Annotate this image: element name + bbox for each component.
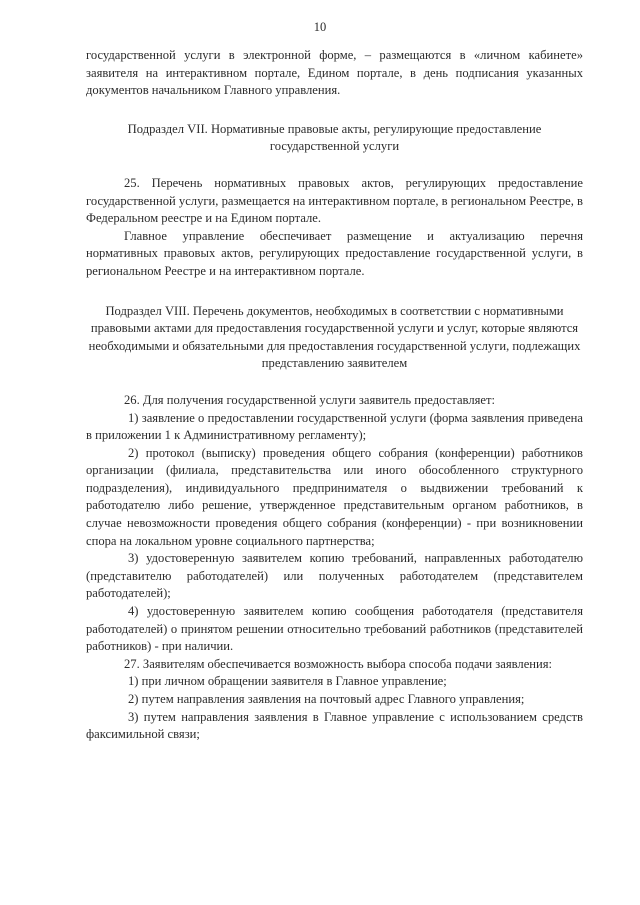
paragraph-27: 27. Заявителям обеспечивается возможность выбора способа подачи заявления:	[124, 656, 553, 671]
list-item-27-1: 1) при личном обращении заявителя в Главное управление;	[128, 674, 447, 689]
subsection-heading-vii: Подраздел VII. Нормативные правовые акты, регулирующие предоставление государственной услуги	[127, 121, 542, 154]
list-item-26-2: 2) протокол (выписку) проведения общего собрания (конференции) работников организации (филиала, представительства или иного обособленного структурного подразделения), индивидуального предпринимателя о выдвижении требований к работодателю либо решение, утвержденное представительным органом работников, в случае невозможности проведения общего собрания (конференции) - при возникновении спора на локальном уровне социального партнерства;	[86, 445, 583, 548]
list-item-27-2: 2) путем направления заявления на почтовый адрес Главного управления;	[128, 692, 525, 706]
list-item-26-1: 1) заявление о предоставлении государственной услуги (форма заявления приведена в приложении 1 к Административному регламенту);	[86, 410, 583, 443]
list-item-26-4: 4) удостоверенную заявителем копию сообщения работодателя (представителя работодателей) о принятом решении относительно требований работников (представителей работников) - при наличии.	[86, 604, 583, 654]
subsection-heading-viii: Подраздел VIII. Перечень документов, необходимых в соответствии с нормативными правовыми актами для предоставления государственной услуги и услуг, которые являются необходимыми и обязательными для предоставления государственной услуги, подлежащих представлению заявителем	[88, 303, 581, 371]
paragraph-26: 26. Для получения государственной услуги заявитель предоставляет:	[124, 392, 496, 407]
paragraph-continuation: государственной услуги в электронной форме, – размещаются в «личном кабинете» заявителя на интерактивном портале, Едином портале, в день подписания указанных документов начальником Главного управления.	[86, 48, 583, 98]
list-item-26-3: 3) удостоверенную заявителем копию требований, направленных работодателю (представителю работодателей) или полученных работодателем (представителем работодателей);	[86, 551, 583, 601]
document-body	[86, 47, 583, 744]
page-number: 10	[313, 20, 327, 34]
paragraph-registry: Главное управление обеспечивает размещение и актуализацию перечня нормативных правовых актов, регулирующих предоставление государственной услуги, в региональном Реестре и на интерактивном портале.	[86, 228, 583, 278]
list-item-27-3: 3) путем направления заявления в Главное управление с использованием средств факсимильной связи;	[86, 709, 583, 742]
paragraph-25: 25. Перечень нормативных правовых актов, регулирующих предоставление государственной услуги, размещается на интерактивном портале, в региональном Реестре, в Федеральном реестре и на Едином портале.	[86, 175, 583, 226]
